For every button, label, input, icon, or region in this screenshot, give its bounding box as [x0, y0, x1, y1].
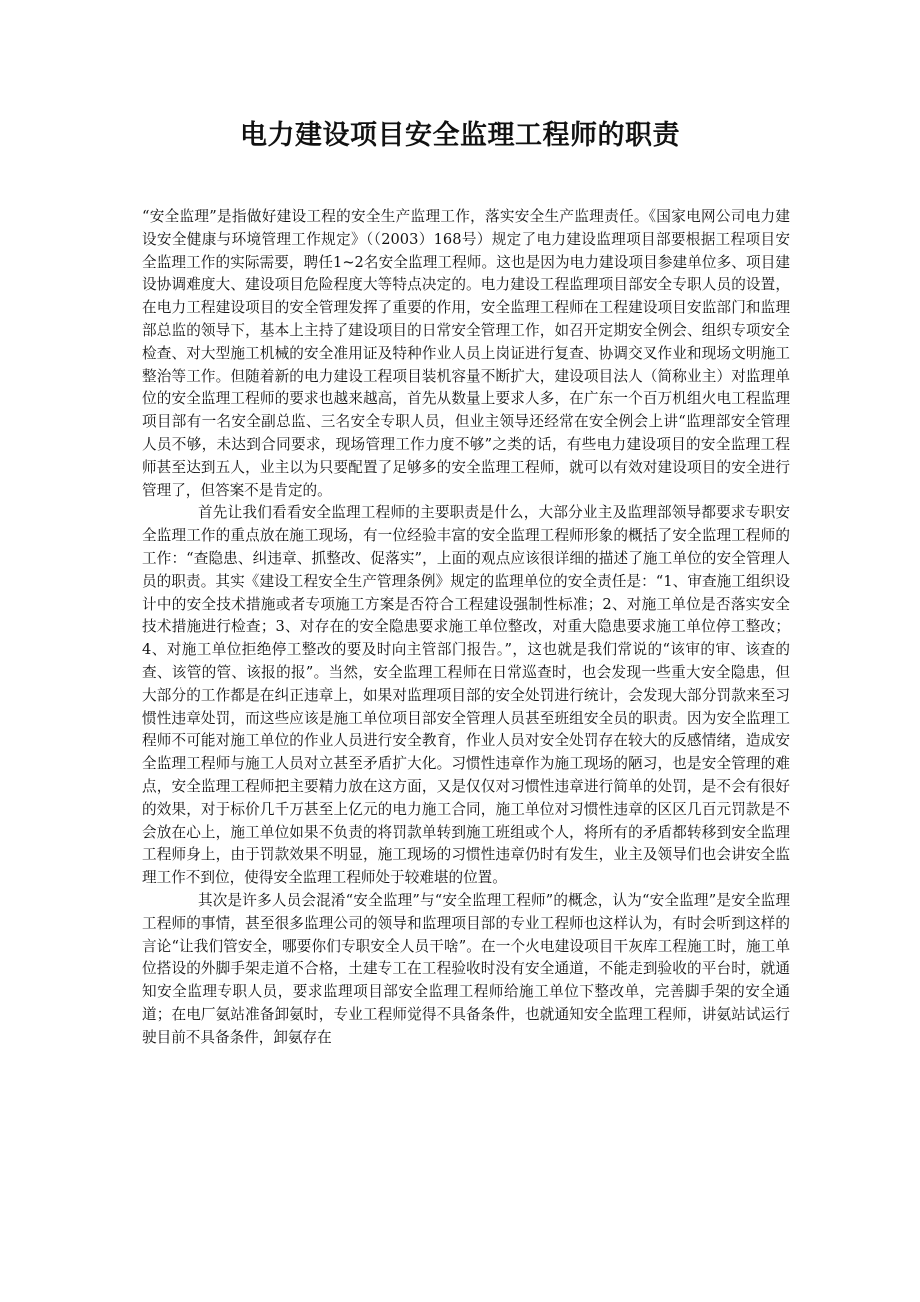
paragraph-1: “安全监理”是指做好建设工程的安全生产监理工作，落实安全生产监理责任。《国家电网公司电力建设安全健康与环境管理工作规定》（（2003）168号）规定了电力建设监理项目部要根据工程项目安全监理工作的实际需要，聘任1~2名安全监理工程师。这也是因为电力建设项目参建单位多、项目建设协调难度大、建设项目危险程度大等特点决定的。电力建设工程监理项目部安全专职人员的设置，在电力工程建设项目的安全管理发挥了重要的作用，安全监理工程师在工程建设项目安监部门和监理部总监的领导下，基本上主持了建设项目的日常安全管理工作，如召开定期安全例会、组织专项安全检查、对大型施工机械的安全准用证及特种作业人员上岗证进行复查、协调交叉作业和现场文明施工整治等工作。但随着新的电力建设工程项目装机容量不断扩大，建设项目法人（简称业主）对监理单位的安全监理工程师的要求也越来越高，首先从数量上要求人多，在广东一个百万机组火电工程监理项目部有一名安全副总监、三名安全专职人员，但业主领导还经常在安全例会上讲“监理部安全管理人员不够，未达到合同要求，现场管理工作力度不够”之类的话，有些电力建设项目的安全监理工程师甚至达到五人，业主以为只要配置了足够多的安全监理工程师，就可以有效对建设项目的安全进行管理了，但答案不是肯定的。 [142, 208, 790, 499]
document-body [142, 206, 790, 1049]
paragraph-3: 其次是许多人员会混淆“安全监理”与“安全监理工程师”的概念，认为“安全监理”是安全监理工程师的事情，甚至很多监理公司的领导和监理项目部的专业工程师也这样认为，有时会听到这样的言论“让我们管安全，哪要你们专职安全人员干啥”。在一个火电建设项目干灰库工程施工时，施工单位搭设的外脚手架走道不合格，土建专工在工程验收时没有安全通道，不能走到验收的平台时，就通知安全监理专职人员，要求监理项目部安全监理工程师给施工单位下整改单，完善脚手架的安全通道；在电厂氨站准备卸氨时，专业工程师觉得不具备条件，也就通知安全监理工程师，讲氨站试运行驶目前不具备条件，卸氨存在 [142, 891, 790, 1046]
paragraph-2: 首先让我们看看安全监理工程师的主要职责是什么，大部分业主及监理部领导都要求专职安全监理工作的重点放在施工现场，有一位经验丰富的安全监理工程师形象的概括了安全监理工程师的工作：“查隐患、纠违章、抓整改、促落实”，上面的观点应该很详细的描述了施工单位的安全管理人员的职责。其实《建设工程安全生产管理条例》规定的监理单位的安全责任是：“1、审查施工组织设计中的安全技术措施或者专项施工方案是否符合工程建设强制性标准；2、对施工单位是否落实安全技术措施进行检查；3、对存在的安全隐患要求施工单位整改，对重大隐患要求施工单位停工整改；4、对施工单位拒绝停工整改的要及时向主管部门报告。”，这也就是我们常说的“该审的审、该查的查、该管的管、该报的报”。当然，安全监理工程师在日常巡查时，也会发现一些重大安全隐患，但大部分的工作都是在纠正违章上，如果对监理项目部的安全处罚进行统计，会发现大部分罚款来至习惯性违章处罚，而这些应该是施工单位项目部安全管理人员甚至班组安全员的职责。因为安全监理工程师不可能对施工单位的作业人员进行安全教育，作业人员对安全处罚存在较大的反感情绪，造成安全监理工程师与施工人员对立甚至矛盾扩大化。习惯性违章作为施工现场的陋习，也是安全管理的难点，安全监理工程师把主要精力放在这方面，又是仅仅对习惯性违章进行简单的处罚，是不会有很好的效果，对于标价几千万甚至上亿元的电力施工合同，施工单位对习惯性违章的区区几百元罚款是不会放在心上，施工单位如果不负责的将罚款单转到施工班组或个人，将所有的矛盾都转移到安全监理工程师身上，由于罚款效果不明显，施工现场的习惯性违章仍时有发生，业主及领导们也会讲安全监理工作不到位，使得安全监理工程师处于较难堪的位置。 [142, 504, 790, 887]
document-title: 电力建设项目安全监理工程师的职责 [240, 120, 680, 151]
